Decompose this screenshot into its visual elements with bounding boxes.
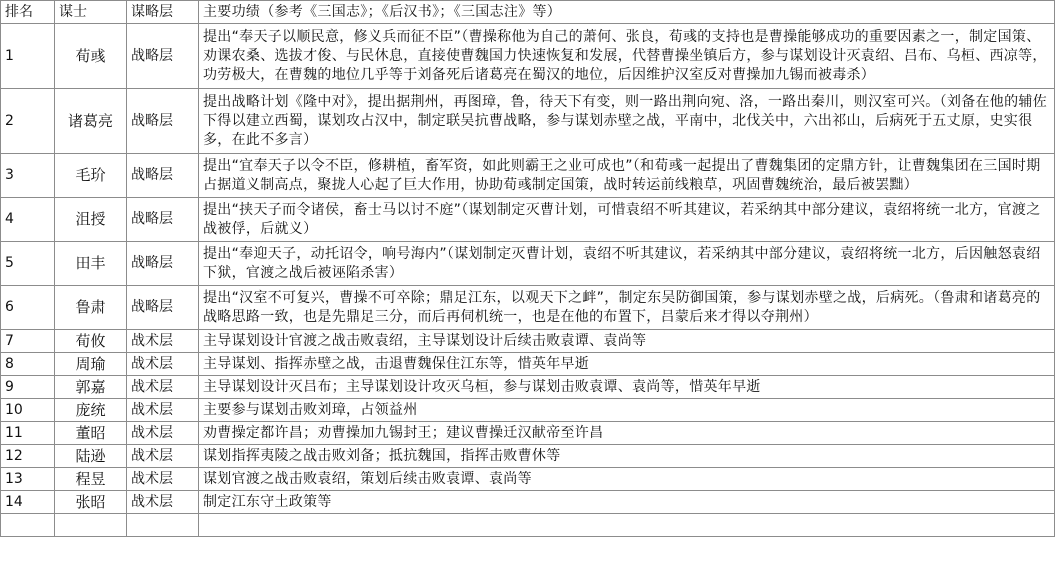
name-cell: 郭嘉: [55, 376, 127, 399]
name-cell: 沮授: [55, 198, 127, 242]
desc-cell: [199, 514, 1055, 537]
desc-cell: 制定江东守土政策等: [199, 491, 1055, 514]
table-row: [1, 422, 1055, 445]
table-row: [1, 24, 1055, 89]
rank-cell: 8: [1, 353, 55, 376]
level-cell: 战术层: [127, 353, 199, 376]
name-cell: 陆逊: [55, 445, 127, 468]
rank-cell: 2: [1, 89, 55, 154]
level-cell: 战术层: [127, 330, 199, 353]
rank-cell: 3: [1, 154, 55, 198]
name-cell: 庞统: [55, 399, 127, 422]
name-cell: 鲁肃: [55, 286, 127, 330]
level-cell: 战术层: [127, 491, 199, 514]
rank-cell: [1, 514, 55, 537]
desc-cell: 谋划指挥夷陵之战击败刘备；抵抗魏国，指挥击败曹休等: [199, 445, 1055, 468]
header-name: 谋士: [55, 1, 127, 24]
rank-cell: 5: [1, 242, 55, 286]
name-cell: 荀攸: [55, 330, 127, 353]
desc-cell: 提出“奉迎天子，动托诏令，响号海内”（谋划制定灭曹计划，袁绍不听其建议，若采纳其中部分建议，袁绍将统一北方，后因触怒袁绍下狱，官渡之战后被诬陷杀害）: [199, 242, 1055, 286]
table-row: [1, 198, 1055, 242]
rank-cell: 7: [1, 330, 55, 353]
name-cell: 田丰: [55, 242, 127, 286]
rank-cell: 9: [1, 376, 55, 399]
desc-cell: 提出“汉室不可复兴，曹操不可卒除；鼎足江东，以观天下之衅”，制定东吴防御国策，参与谋划赤壁之战，后病死。（鲁肃和诸葛亮的战略思路一致，也是先鼎足三分，而后再伺机统一，也是在他的布置下，吕蒙后来才得以夺荆州）: [199, 286, 1055, 330]
table-row: [1, 376, 1055, 399]
desc-cell: 主要参与谋划击败刘璋，占领益州: [199, 399, 1055, 422]
desc-cell: 谋划官渡之战击败袁绍，策划后续击败袁谭、袁尚等: [199, 468, 1055, 491]
table-row: [1, 89, 1055, 154]
desc-cell: 提出“奉天子以顺民意，修义兵而征不臣”（曹操称他为自己的萧何、张良，荀彧的支持也是曹操能够成功的重要因素之一，制定国策、劝课农桑、选拔才俊、与民休息，直接使曹魏国力快速恢复和发展，代替曹操坐镇后方，参与谋划设计灭袁绍、吕布、乌桓、西凉等，功劳极大，在曹魏的地位几乎等于刘备死后诸葛亮在蜀汉的地位，后因维护汉室反对曹操加九锡而被毒杀）: [199, 24, 1055, 89]
desc-cell: 提出“宜奉天子以令不臣，修耕植，畜军资，如此则霸王之业可成也”（和荀彧一起提出了曹魏集团的定鼎方针，让曹魏集团在三国时期占据道义制高点，聚拢人心起了巨大作用，协助荀彧制定国策，战时转运前线粮草，巩固曹魏统治，最后被罢黜）: [199, 154, 1055, 198]
table-row: [1, 330, 1055, 353]
desc-cell: 提出“挟天子而令诸侯，畜士马以讨不庭”（谋划制定灭曹计划，可惜袁绍不听其建议，若采纳其中部分建议，袁绍将统一北方，官渡之战被俘，后就义）: [199, 198, 1055, 242]
name-cell: 周瑜: [55, 353, 127, 376]
desc-cell: 主导谋划设计灭吕布；主导谋划设计攻灭乌桓，参与谋划击败袁谭、袁尚等，惜英年早逝: [199, 376, 1055, 399]
level-cell: 战略层: [127, 24, 199, 89]
name-cell: 张昭: [55, 491, 127, 514]
level-cell: 战术层: [127, 468, 199, 491]
level-cell: 战略层: [127, 198, 199, 242]
desc-cell: 主导谋划、指挥赤壁之战，击退曹魏保住江东等，惜英年早逝: [199, 353, 1055, 376]
level-cell: 战略层: [127, 89, 199, 154]
level-cell: 战略层: [127, 286, 199, 330]
name-cell: 诸葛亮: [55, 89, 127, 154]
header-level: 谋略层: [127, 1, 199, 24]
level-cell: 战略层: [127, 154, 199, 198]
level-cell: 战略层: [127, 242, 199, 286]
table-row: [1, 399, 1055, 422]
table-row: [1, 242, 1055, 286]
level-cell: [127, 514, 199, 537]
level-cell: 战术层: [127, 445, 199, 468]
table-row-cut-off: [1, 514, 1055, 537]
rank-cell: 10: [1, 399, 55, 422]
name-cell: 董昭: [55, 422, 127, 445]
rank-cell: 6: [1, 286, 55, 330]
table-row: [1, 286, 1055, 330]
header-row: [1, 1, 1055, 24]
rank-cell: 14: [1, 491, 55, 514]
desc-cell: 提出战略计划《隆中对》，提出据荆州，再图璋，鲁，待天下有变，则一路出荆向宛、洛，一路出秦川，则汉室可兴。（刘备在他的辅佐下得以建立西蜀，谋划攻占汉中，制定联吴抗曹战略，参与谋划赤壁之战，平南中，北伐关中，六出祁山，后病死于五丈原，史实很多，在此不多言）: [199, 89, 1055, 154]
rank-cell: 4: [1, 198, 55, 242]
table-row: [1, 491, 1055, 514]
desc-cell: 主导谋划设计官渡之战击败袁绍，主导谋划设计后续击败袁谭、袁尚等: [199, 330, 1055, 353]
table-row: [1, 353, 1055, 376]
header-rank: 排名: [1, 1, 55, 24]
table-row: [1, 468, 1055, 491]
table-row: [1, 154, 1055, 198]
header-desc: 主要功绩（参考《三国志》；《后汉书》；《三国志注》等）: [199, 1, 1055, 24]
desc-cell: 劝曹操定都许昌；劝曹操加九锡封王；建议曹操迁汉献帝至许昌: [199, 422, 1055, 445]
table-row: [1, 445, 1055, 468]
rank-cell: 11: [1, 422, 55, 445]
name-cell: [55, 514, 127, 537]
level-cell: 战术层: [127, 422, 199, 445]
name-cell: 荀彧: [55, 24, 127, 89]
level-cell: 战术层: [127, 376, 199, 399]
rank-cell: 1: [1, 24, 55, 89]
level-cell: 战术层: [127, 399, 199, 422]
name-cell: 毛玠: [55, 154, 127, 198]
rank-cell: 12: [1, 445, 55, 468]
name-cell: 程昱: [55, 468, 127, 491]
rank-cell: 13: [1, 468, 55, 491]
